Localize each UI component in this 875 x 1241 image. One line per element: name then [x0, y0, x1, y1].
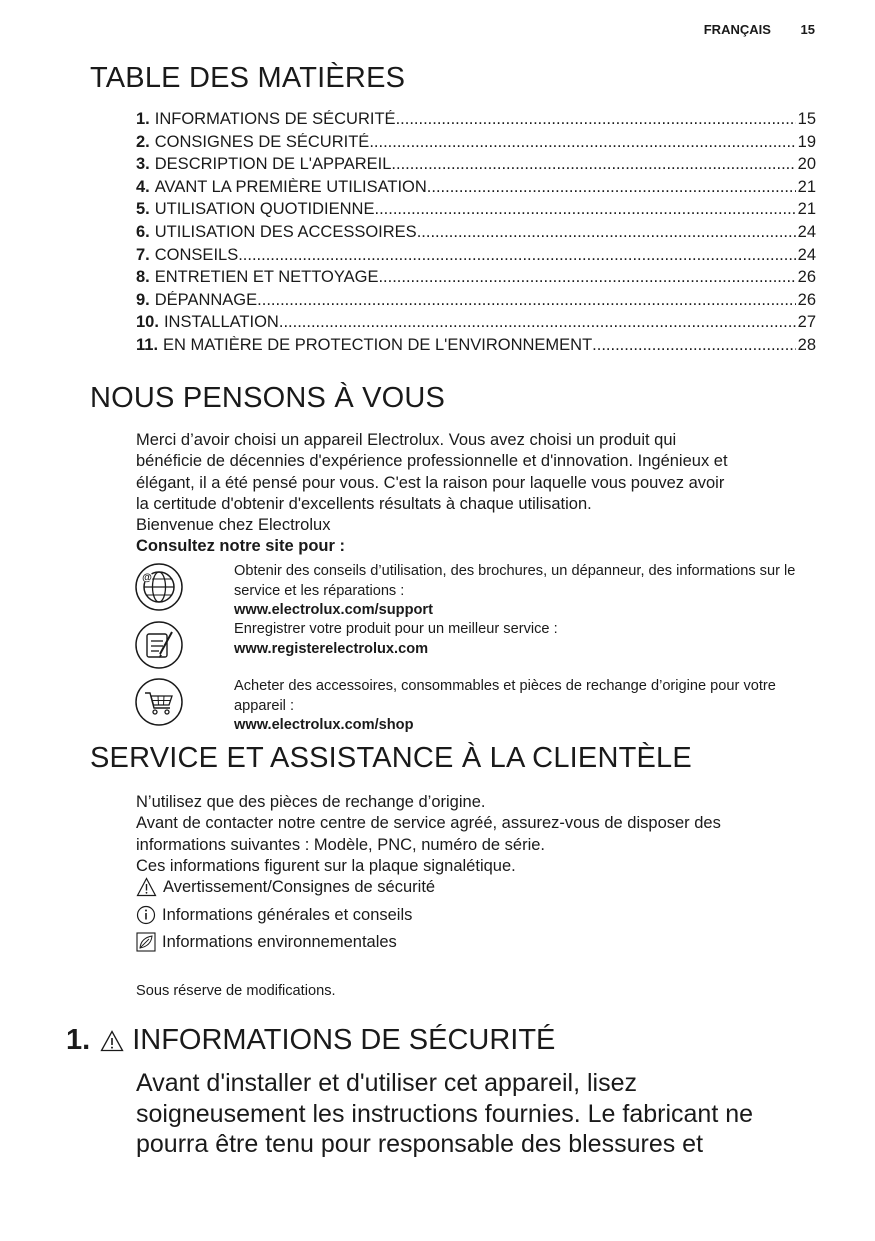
section-title: INFORMATIONS DE SÉCURITÉ: [132, 1024, 556, 1056]
shop-link-row: [134, 677, 824, 735]
toc-item[interactable]: 5. UTILISATION QUOTIDIENNE ..... 21: [136, 200, 816, 223]
service-line: informations suivantes : Modèle, PNC, numéro de série.: [136, 835, 546, 854]
toc-item[interactable]: 7. CONSEILS ..... 24: [136, 246, 816, 269]
shop-url[interactable]: www.electrolux.com/shop: [234, 717, 414, 734]
web-globe-icon: [134, 562, 184, 612]
toc-item[interactable]: 9. DÉPANNAGE ..... 26: [136, 291, 816, 314]
service-line: Avant de contacter notre centre de service agréé, assurez-vous de disposer des: [136, 814, 721, 833]
intro-line: pourra être tenu pour responsable des blessures et: [136, 1130, 704, 1158]
toc-item[interactable]: 2. CONSIGNES DE SÉCURITÉ ..... 19: [136, 133, 816, 156]
support-link-text: Obtenir des conseils d’utilisation, des brochures, un dépanneur, des informations sur le service et les réparations :: [234, 563, 796, 599]
register-link-text: Enregistrer votre produit pour un meilleur service :: [234, 621, 558, 637]
legend-info: Informations générales et conseils: [136, 905, 412, 925]
service-title: SERVICE ET ASSISTANCE À LA CLIENTÈLE: [90, 742, 692, 774]
toc-item[interactable]: 11. EN MATIÈRE DE PROTECTION DE L'ENVIRONNEMENT ..... 28: [136, 336, 816, 359]
thinking-line: la certitude d'obtenir d'excellents résultats à chaque utilisation.: [136, 494, 592, 513]
toc-item[interactable]: 10. INSTALLATION ..... 27: [136, 313, 816, 336]
visit-heading: Consultez notre site pour :: [136, 537, 346, 556]
thinking-title: NOUS PENSONS À VOUS: [90, 382, 446, 414]
service-text: [136, 792, 826, 877]
toc-item[interactable]: 4. AVANT LA PREMIÈRE UTILISATION ..... 21: [136, 178, 816, 201]
legend-environment: Informations environnementales: [136, 932, 397, 952]
legend-warning: Avertissement/Consignes de sécurité: [136, 877, 435, 897]
info-icon: [136, 905, 156, 925]
thinking-line: élégant, il a été pensé pour vous. C'est la raison pour laquelle vous pouvez avoir: [136, 473, 725, 492]
support-link-row: [134, 562, 824, 620]
thinking-text: [136, 430, 826, 558]
leaf-icon: [136, 932, 156, 952]
toc-item[interactable]: 8. ENTRETIEN ET NETTOYAGE ..... 26: [136, 268, 816, 291]
page-number: 15: [800, 22, 815, 37]
toc-item[interactable]: 6. UTILISATION DES ACCESSOIRES ..... 24: [136, 223, 816, 246]
shopping-cart-icon: [134, 677, 184, 727]
welcome-line: Bienvenue chez Electrolux: [136, 516, 331, 535]
safety-intro: [136, 1068, 836, 1160]
shop-link-text: Acheter des accessoires, consommables et pièces de rechange d’origine pour votre appareil :: [234, 678, 776, 714]
service-line: Ces informations figurent sur la plaque signalétique.: [136, 856, 516, 875]
service-line: N’utilisez que des pièces de rechange d’origine.: [136, 793, 486, 811]
section-number: 1.: [66, 1024, 91, 1056]
warning-icon: [136, 877, 157, 897]
language-label: FRANÇAIS: [703, 22, 771, 37]
register-url[interactable]: www.registerelectrolux.com: [234, 640, 429, 657]
thinking-line: bénéficie de décennies d'expérience professionnelle et d'innovation. Ingénieux et: [136, 452, 728, 471]
safety-section-title: [66, 1024, 555, 1057]
warning-icon: [100, 1030, 124, 1052]
register-product-icon: [134, 620, 184, 670]
intro-line: soigneusement les instructions fournies. Le fabricant ne: [136, 1099, 754, 1128]
support-url[interactable]: www.electrolux.com/support: [234, 602, 433, 619]
toc-item[interactable]: 3. DESCRIPTION DE L'APPAREIL ..... 20: [136, 155, 816, 178]
table-of-contents: [136, 110, 816, 359]
register-link-row: [134, 620, 824, 678]
modifications-note: Sous réserve de modifications.: [136, 983, 336, 999]
page-header: [704, 22, 815, 37]
thinking-line: Merci d’avoir choisi un appareil Electrolux. Vous avez choisi un produit qui: [136, 431, 677, 449]
svg-text:@: @: [142, 572, 152, 584]
toc-title: TABLE DES MATIÈRES: [90, 62, 406, 94]
intro-line: Avant d'installer et d'utiliser cet appareil, lisez: [136, 1069, 638, 1097]
toc-item[interactable]: 1. INFORMATIONS DE SÉCURITÉ ..... 15: [136, 110, 816, 133]
